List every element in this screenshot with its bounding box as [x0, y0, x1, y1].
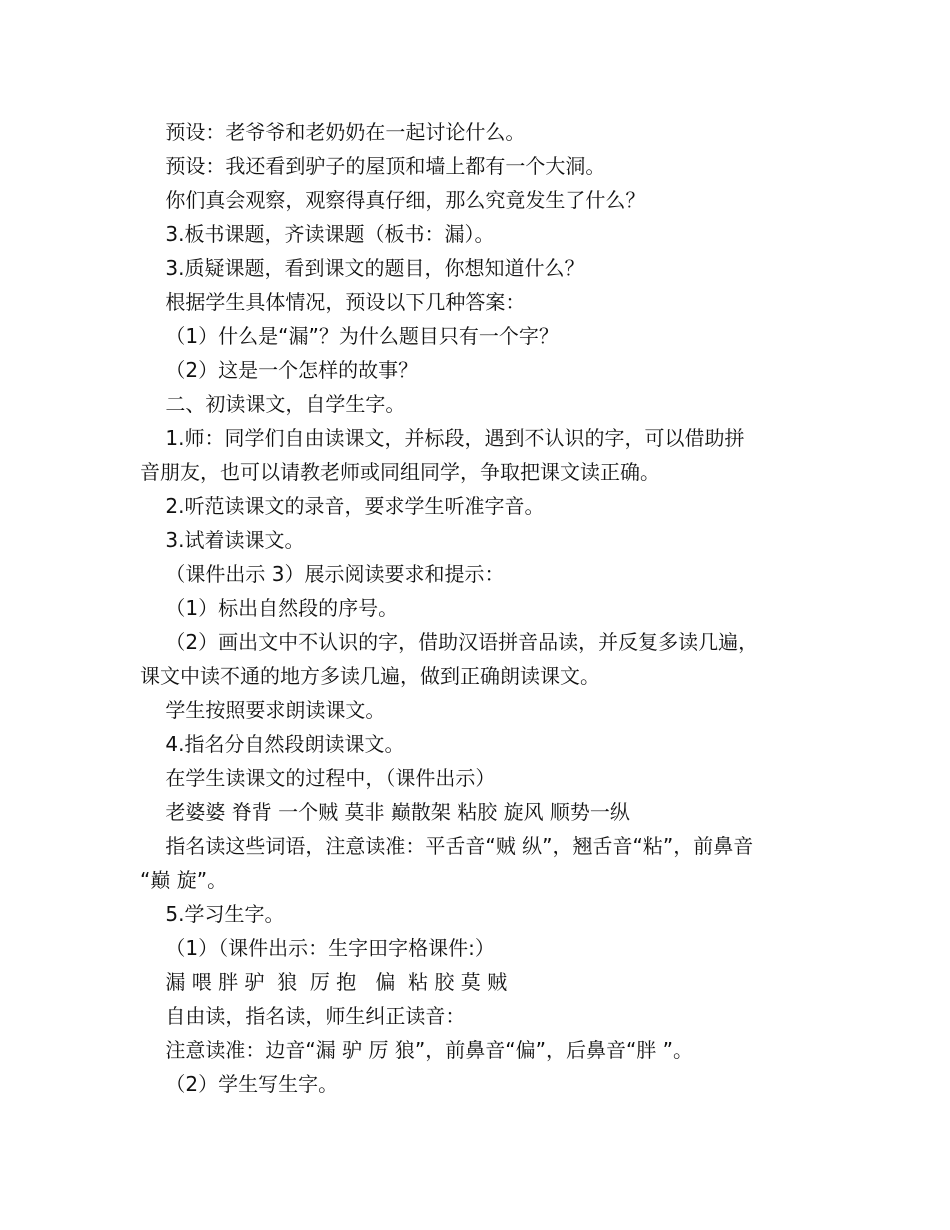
- new-characters-line: 漏 喂 胖 驴 狼 厉 抱 偏 粘 胶 莫 贼: [140, 970, 508, 994]
- text-line: 5.学习生字。: [140, 902, 285, 926]
- text-line: 注意读准：边音“漏 驴 厉 狼”，前鼻音“偏”，后鼻音“胖 ”。: [140, 1038, 694, 1062]
- text-line: 课文中读不通的地方多读几遍，做到正确朗读课文。: [140, 664, 600, 688]
- text-line: 在学生读课文的过程中，（课件出示）: [140, 766, 496, 790]
- text-line: 3.质疑课题，看到课文的题目，你想知道什么？: [140, 256, 585, 280]
- text-line: 音朋友，也可以请教老师或同组同学，争取把课文读正确。: [140, 460, 660, 484]
- text-line: 4.指名分自然段朗读课文。: [140, 732, 405, 756]
- text-line: 2.听范读课文的录音，要求学生听准字音。: [140, 494, 545, 518]
- text-line: 3.板书课题，齐读课题（板书：漏）。: [140, 222, 495, 246]
- text-line: 指名读这些词语，注意读准：平舌音“贼 纵”，翘舌音“粘”，前鼻音: [140, 834, 754, 858]
- text-line: （课件出示 3）展示阅读要求和提示：: [140, 562, 505, 586]
- text-line: 预设：我还看到驴子的屋顶和墙上都有一个大洞。: [140, 154, 606, 178]
- text-line: 你们真会观察，观察得真仔细，那么究竟发生了什么？: [140, 188, 646, 212]
- text-line: 根据学生具体情况，预设以下几种答案：: [140, 290, 526, 314]
- text-line: （2）这是一个怎样的故事？: [140, 358, 419, 382]
- text-line: （2）学生写生字。: [140, 1072, 339, 1096]
- vocabulary-line: 老婆婆 脊背 一个贼 莫非 巅散架 粘胶 旋风 顺势一纵: [140, 800, 630, 824]
- text-line: 自由读，指名读，师生纠正读音：: [140, 1004, 466, 1028]
- text-line: （2）画出文中不认识的字，借助汉语拼音品读，并反复多读几遍，: [140, 630, 759, 654]
- text-line: 学生按照要求朗读课文。: [140, 698, 386, 722]
- text-line: （1）什么是“漏”？为什么题目只有一个字？: [140, 324, 559, 348]
- text-line: “巅 旋”。: [140, 868, 228, 892]
- text-line: （1）（课件出示：生字田字格课件:）: [140, 936, 495, 960]
- text-line: 预设：老爷爷和老奶奶在一起讨论什么。: [140, 120, 526, 144]
- text-line: 3.试着读课文。: [140, 528, 305, 552]
- section-heading: 二、初读课文，自学生字。: [140, 392, 406, 416]
- text-line: 1.师：同学们自由读课文，并标段，遇到不认识的字，可以借助拼: [140, 426, 745, 450]
- text-line: （1）标出自然段的序号。: [140, 596, 399, 620]
- document-body: [140, 115, 812, 1101]
